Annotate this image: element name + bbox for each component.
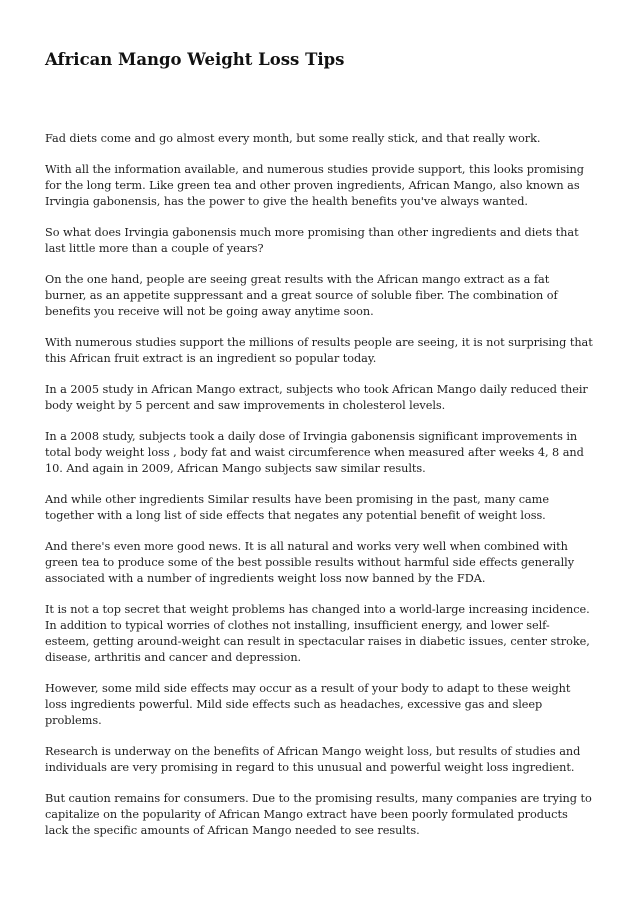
document-body xyxy=(45,131,593,839)
paragraph-11: However, some mild side effects may occur as a result of your body to adapt to these weight loss ingredients powerful. Mild side effects such as headaches, excessive gas and sleep problems. xyxy=(45,682,571,727)
paragraph-7: In a 2008 study, subjects took a daily dose of Irvingia gabonensis significant improvements in total body weight loss , body fat and waist circumference when measured after weeks 4, 8 and 10. And again in 2009, African Mango subjects saw similar results. xyxy=(45,430,584,475)
paragraph-8: And while other ingredients Similar results have been promising in the past, many came together with a long list of side effects that negates any potential benefit of weight loss. xyxy=(45,493,549,522)
paragraph-6: In a 2005 study in African Mango extract, subjects who took African Mango daily reduced their body weight by 5 percent and saw improvements in cholesterol levels. xyxy=(45,383,588,412)
paragraph-1: Fad diets come and go almost every month, but some really stick, and that really work. xyxy=(45,132,541,145)
document-page xyxy=(45,48,593,854)
paragraph-3: So what does Irvingia gabonensis much more promising than other ingredients and diets that last little more than a couple of years? xyxy=(45,226,579,255)
paragraph-9: And there's even more good news. It is all natural and works very well when combined with green tea to produce some of the best possible results without harmful side effects generally associated with a number of ingredients weight loss now banned by the FDA. xyxy=(45,540,575,585)
document-title: African Mango Weight Loss Tips xyxy=(45,50,345,69)
paragraph-13: But caution remains for consumers. Due to the promising results, many companies are trying to capitalize on the popularity of African Mango extract have been poorly formulated products lack the specific amounts of African Mango needed to see results. xyxy=(45,792,592,837)
paragraph-4: On the one hand, people are seeing great results with the African mango extract as a fat burner, as an appetite suppressant and a great source of soluble fiber. The combination of benefits you receive will not be going away anytime soon. xyxy=(45,273,558,318)
paragraph-2: With all the information available, and numerous studies provide support, this looks promising for the long term. Like green tea and other proven ingredients, African Mango, also known as Irvingia gabonensis, has the power to give the health benefits you've always wanted. xyxy=(45,163,584,208)
paragraph-10: It is not a top secret that weight problems has changed into a world-large increasing incidence. In addition to typical worries of clothes not installing, insufficient energy, and lower self-esteem, getting around-weight can result in spectacular raises in diabetic issues, center stroke, disease, arthritis and cancer and depression. xyxy=(45,603,590,664)
paragraph-5: With numerous studies support the millions of results people are seeing, it is not surprising that this African fruit extract is an ingredient so popular today. xyxy=(45,336,593,365)
paragraph-12: Research is underway on the benefits of African Mango weight loss, but results of studies and individuals are very promising in regard to this unusual and powerful weight loss ingredient. xyxy=(45,745,581,774)
